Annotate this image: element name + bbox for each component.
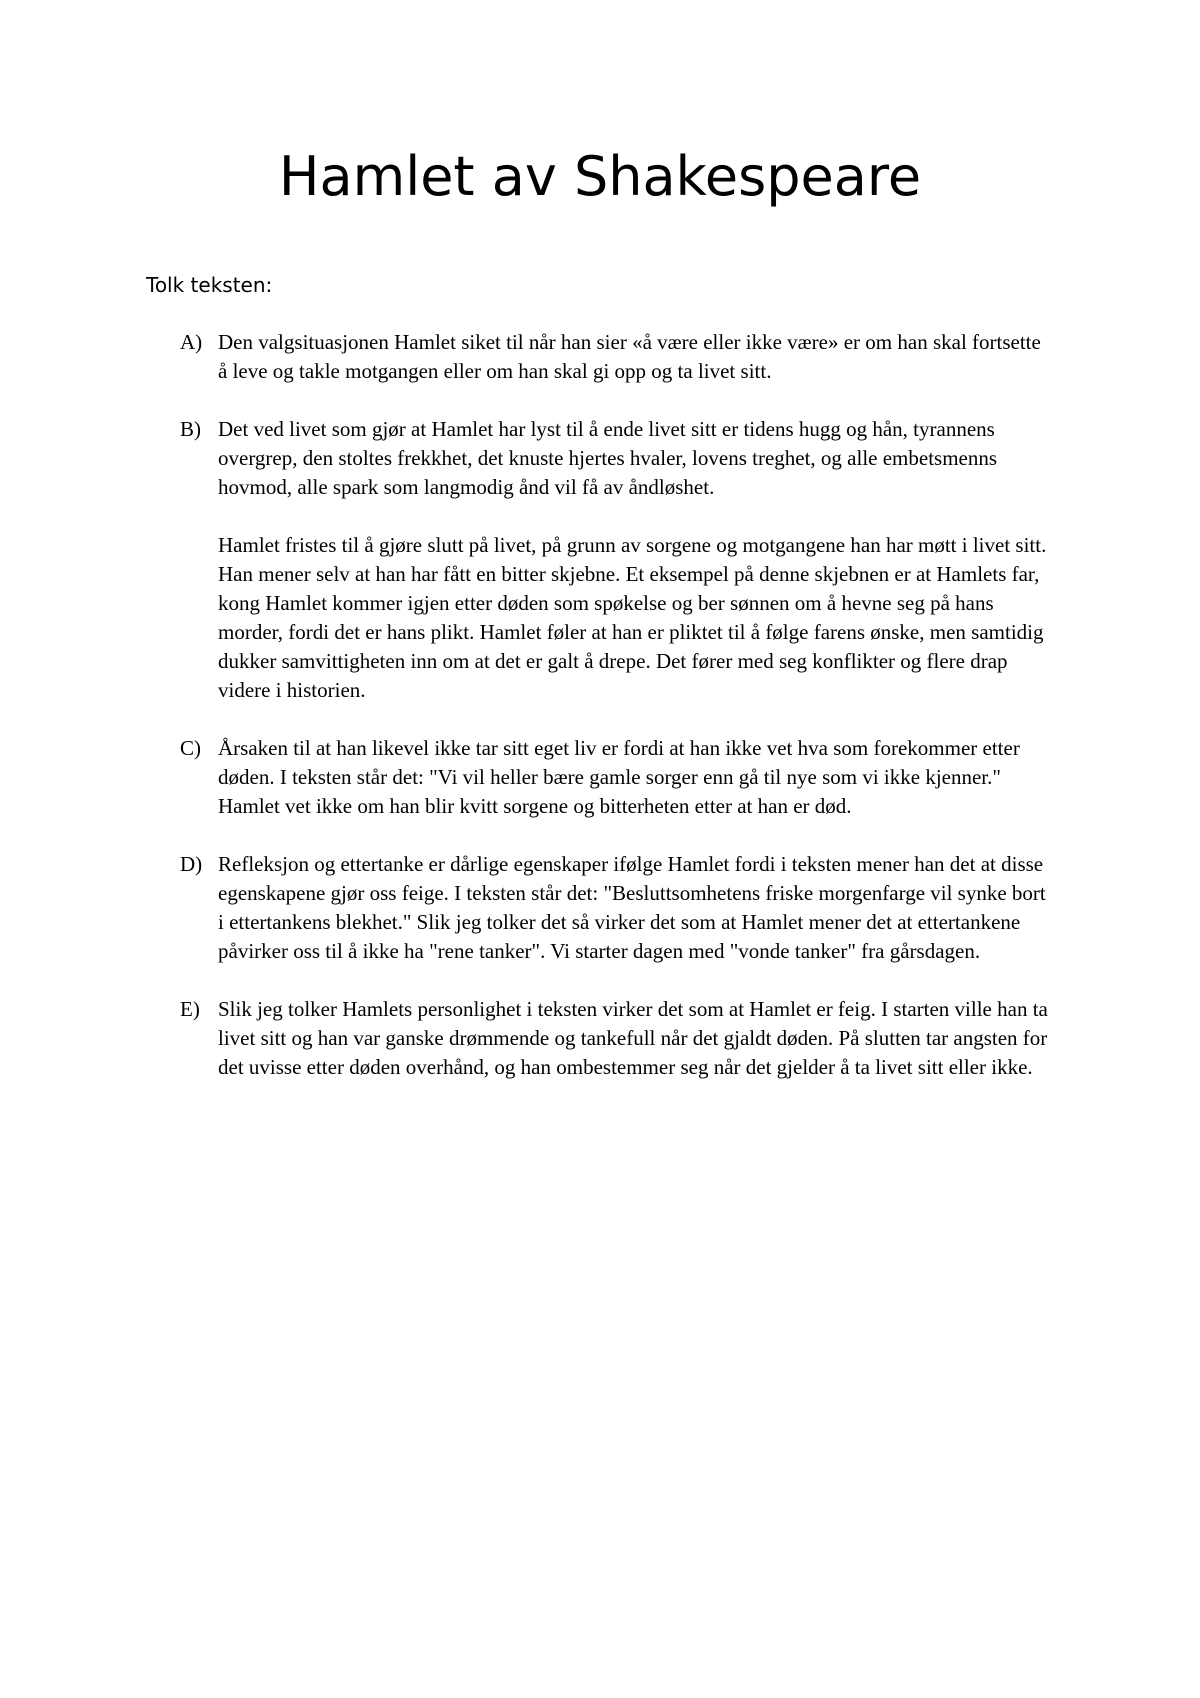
- page-title: Hamlet av Shakespeare: [278, 145, 922, 208]
- paragraph: Refleksjon og ettertanke er dårlige egenskaper ifølge Hamlet fordi i teksten mener han det at disse egenskapene gjør oss feige. I teksten står det: "Besluttsomhetens friske morgenfarge vil synke bort i ettertankens blekhet." Slik jeg tolker det så virker det som at Hamlet mener det at ettertankene påvirker oss til å ikke ha "rene tanker". Vi starter dagen med "vonde tanker" fra gårsdagen.: [218, 852, 1046, 963]
- list-marker: B): [180, 417, 201, 441]
- paragraph: Slik jeg tolker Hamlets personlighet i teksten virker det som at Hamlet er feig. I starten ville han ta livet sitt og han var ganske drømmende og tankefull når det gjaldt døden. På slutten tar angsten for det uvisse etter døden overhånd, og han ombestemmer seg når det gjelder å ta livet sitt eller ikke.: [218, 997, 1048, 1079]
- answer-body: [218, 328, 1048, 386]
- answer-body: [218, 850, 1048, 966]
- section-heading: Tolk teksten:: [146, 273, 273, 297]
- paragraph: Den valgsituasjonen Hamlet siket til når han sier «å være eller ikke være» er om han skal fortsette å leve og takle motgangen eller om han skal gi opp og ta livet sitt.: [218, 330, 1041, 383]
- list-marker: D): [180, 852, 203, 876]
- list-marker: A): [180, 330, 203, 354]
- answer-item-e: [0, 995, 1200, 1082]
- answer-item-a: [0, 328, 1200, 386]
- paragraph: Det ved livet som gjør at Hamlet har lyst til å ende livet sitt er tidens hugg og hån, tyrannens overgrep, den stoltes frekkhet, det knuste hjertes hvaler, lovens treghet, og alle embetsmenns hovmod, alle spark som langmodig ånd vil få av åndløshet.: [218, 417, 998, 499]
- list-marker: E): [180, 997, 200, 1021]
- answer-body: [218, 734, 1048, 821]
- answer-item-b: [0, 415, 1200, 705]
- answer-item-c: [0, 734, 1200, 821]
- answer-item-d: [0, 850, 1200, 966]
- list-marker: C): [180, 736, 201, 760]
- paragraph: Hamlet fristes til å gjøre slutt på livet, på grunn av sorgene og motgangene han har møtt i livet sitt. Han mener selv at han har fått en bitter skjebne. Et eksempel på denne skjebnen er at Hamlets far, kong Hamlet kommer igjen etter døden som spøkelse og ber sønnen om å hevne seg på hans morder, fordi det er hans plikt. Hamlet føler at han er pliktet til å følge farens ønske, men samtidig dukker samvittigheten inn om at det er galt å drepe. Det fører med seg konflikter og flere drap videre i historien.: [218, 533, 1047, 702]
- paragraph: Årsaken til at han likevel ikke tar sitt eget liv er fordi at han ikke vet hva som forekommer etter døden. I teksten står det: "Vi vil heller bære gamle sorger enn gå til nye som vi ikke kjenner." Hamlet vet ikke om han blir kvitt sorgene og bitterheten etter at han er død.: [218, 736, 1020, 818]
- answer-list: [0, 328, 1200, 1111]
- answer-body: [218, 415, 1048, 705]
- answer-body: [218, 995, 1048, 1082]
